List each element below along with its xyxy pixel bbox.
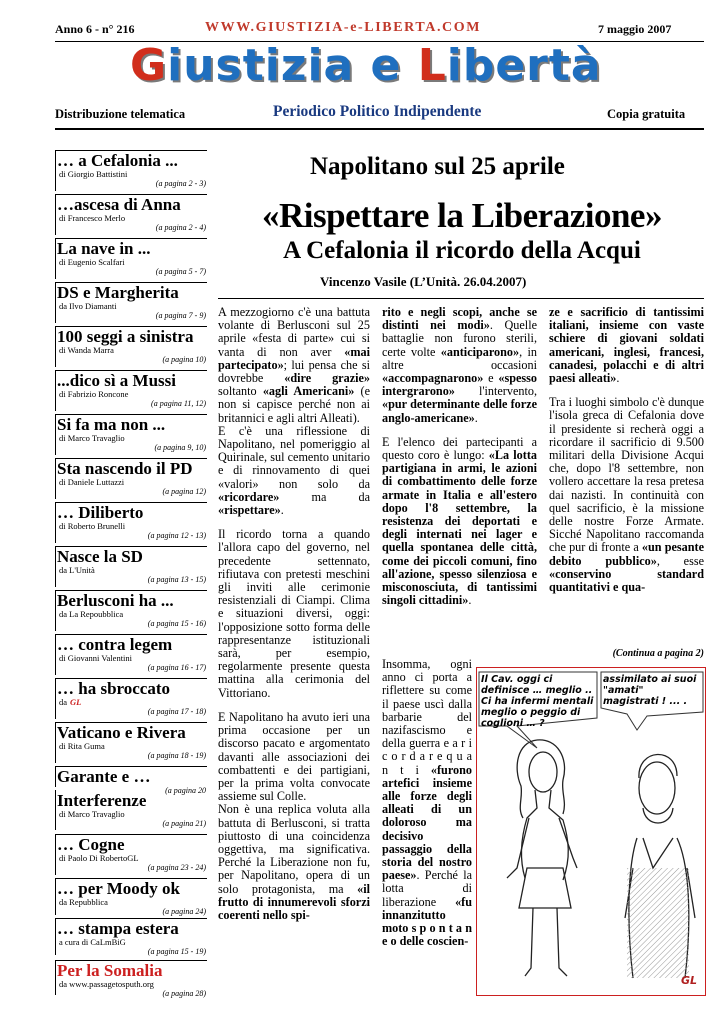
sidebar-item-page: (a pagina 11, 12)	[151, 399, 206, 408]
sidebar-item-title: … stampa estera	[57, 919, 179, 938]
sidebar-item-author	[55, 610, 206, 619]
sidebar-author-text: di Giorgio Battistini	[59, 169, 128, 179]
sidebar-item-title: ...dico sì a Mussi	[57, 371, 177, 390]
sidebar-item-author	[55, 302, 206, 311]
article-kicker: Napolitano sul 25 aprile	[310, 153, 565, 180]
article-subhead: A Cefalonia il ricordo della Acqui	[283, 237, 641, 264]
sidebar-item-page: (a pagina 28)	[162, 989, 206, 998]
sidebar-item-page: (a pagina 17 - 18)	[147, 707, 206, 716]
sidebar-item-title: 100 seggi a sinistra	[57, 327, 194, 346]
sidebar-item-page: (a pagina 12 - 13)	[147, 531, 206, 540]
sidebar-item[interactable]	[55, 592, 206, 628]
distribution-tag: Distribuzione telematica	[55, 107, 186, 121]
sidebar-item[interactable]	[55, 328, 206, 364]
sidebar-item[interactable]	[55, 548, 206, 584]
sidebar-item[interactable]	[55, 416, 206, 452]
cartoon-text-left: Il Cav. oggi ci definisce … meglio .. Ci ha infermi mentali meglio o peggio di coglioni … ?	[481, 674, 594, 729]
issue-date: 7 maggio 2007	[598, 22, 672, 36]
sidebar-item-page: (a pagina 2 - 4)	[155, 223, 206, 232]
sidebar-item[interactable]	[55, 680, 206, 716]
cartoon-text-right: assimilato ai suoi "amati" magistrati ! ... .	[603, 674, 697, 707]
sidebar-author-text: di Wanda Marra	[59, 345, 114, 355]
masthead-part1: iustizia e	[167, 40, 418, 91]
sidebar-item-title: … ha sbroccato	[57, 679, 171, 698]
sidebar-item-title: …ascesa di Anna	[57, 195, 181, 214]
sidebar-item-author	[55, 742, 206, 751]
cartoon-signature: GL	[680, 974, 697, 987]
masthead-title	[130, 40, 602, 91]
sidebar-author-text: di Fabrizio Roncone	[59, 389, 129, 399]
sidebar-item-page: (a pagina 5 - 7)	[155, 267, 206, 276]
sidebar-item-title: Sta nascendo il PD	[57, 459, 193, 478]
sidebar-item-page: (a pagina 2 - 3)	[155, 179, 206, 188]
article-column-1: A mezzogiorno c'è una battuta volante di Berlusconi sul 25 aprile «festa di parte» cui si vanta di non aver «mai partecipato»; lui pensa che si dovrebbe «dire grazie» soltanto «agli Americani» (e non si capisce perché non ai britannici e agli altri Alleati). E c'è una riflessione di Napolitano, nel pomeriggio al Quirinale, sul cemento unitario e di rinnovamento di quei «valori» non solo da «ricordare» ma da «rispettare». Il ricordo torna a quando l'allora capo del governo, nel precedente settennato, rifiutava con pretesti meschini gli inviti alle cerimonie resistenziali di Ciampi. Clima e situazioni diversi, oggi: l'opposizione sotto forma delle rappresentanze istituzionali sarà, per esempio, regolarmente presente questa mattina alla cerimonia del Vittoriano. E Napolitano ha avuto ieri una prima occasione per un discorso pacato e argomentato davanti alle associazioni dei combattenti e dei partigiani, per la prima volta convocate assieme sul Colle. Non è una replica voluta alla battuta di Berlusconi, si tratta piuttosto di una coincidenza oggettiva, ma significativa. Perché la Liberazione non fu, per Napolitano, opera di un solo protagonista, ma «il frutto di innumerevoli sforzi coerenti nello spi-	[218, 305, 371, 922]
cartoon-frame	[476, 667, 706, 996]
article-headline: «Rispettare la Liberazione»	[262, 196, 662, 235]
sidebar-item[interactable]	[55, 460, 206, 496]
sidebar-item-title: Berlusconi ha ...	[57, 591, 174, 610]
sidebar-item[interactable]	[55, 196, 206, 232]
sidebar-item[interactable]	[55, 636, 206, 672]
sidebar-item[interactable]	[55, 372, 206, 408]
sidebar-item[interactable]	[55, 836, 206, 872]
sidebar-item-author	[55, 810, 206, 819]
sidebar-index	[55, 150, 206, 998]
sidebar-item-title: … contra legem	[57, 635, 173, 654]
sidebar-item-author	[55, 346, 206, 355]
sidebar-item-page: (a pagina 12)	[162, 487, 206, 496]
sidebar-item-page: (a pagina 18 - 19)	[147, 751, 206, 760]
sidebar-author-text: di Paolo Di RobertoGL	[59, 853, 139, 863]
masthead-part2: ibertà	[446, 40, 602, 91]
sidebar-author-text: di Francesco Merlo	[59, 213, 126, 223]
sidebar-author-text: di Marco Travaglio	[59, 433, 125, 443]
sidebar-item-title: La nave in ...	[57, 239, 151, 258]
sidebar-item-title: Per la Somalia	[57, 961, 163, 980]
sidebar-author-tag: GL	[70, 697, 82, 707]
sidebar-item-author	[55, 980, 206, 989]
sidebar-item[interactable]	[55, 724, 206, 760]
sidebar-item[interactable]	[55, 152, 206, 188]
sidebar-item-page: (a pagina 15 - 16)	[147, 619, 206, 628]
sidebar-item-author	[55, 698, 206, 707]
sidebar-item-title: … per Moody ok	[57, 879, 180, 898]
sidebar-item-page: (a pagina 20	[165, 786, 206, 795]
continuation-note[interactable]: (Continua a pagina 2)	[612, 648, 704, 659]
sidebar-item-page: (a pagina 23 - 24)	[147, 863, 206, 872]
article-byline: Vincenzo Vasile (L’Unità. 26.04.2007)	[320, 274, 527, 289]
sidebar-item-page: (a pagina 15 - 19)	[147, 947, 206, 956]
sidebar-item-author	[55, 434, 206, 443]
masthead-g: G	[130, 40, 168, 91]
sidebar-item-title: … a Cefalonia ...	[57, 151, 178, 170]
sidebar-item-author	[55, 522, 206, 531]
sidebar-item-page: (a pagina 21)	[162, 819, 206, 828]
sidebar-author-text: da Repubblica	[59, 897, 108, 907]
website-link[interactable]: WWW.GIUSTIZIA-e-LIBERTA.COM	[205, 20, 482, 35]
sidebar-item-author	[55, 898, 206, 907]
sidebar-item[interactable]	[55, 880, 206, 916]
sidebar-item[interactable]	[55, 504, 206, 540]
sidebar-item-title: Garante e …	[57, 767, 151, 786]
sidebar-item-title: … Cogne	[57, 835, 125, 854]
sidebar-item-title: Nasce la SD	[57, 547, 143, 566]
sidebar-author-text: da La Repoubblica	[59, 609, 124, 619]
byline-rule	[218, 298, 704, 299]
sidebar-item-author	[55, 258, 206, 267]
sidebar-item-title: Si fa ma non ...	[57, 415, 166, 434]
sidebar-item-author	[55, 170, 206, 179]
sidebar-author-text: di Marco Travaglio	[59, 809, 125, 819]
sidebar-item-page: (a pagina 13 - 15)	[147, 575, 206, 584]
sidebar-author-text: a cura di CaLmBiG	[59, 937, 126, 947]
article-column-2-narrow: Insomma, ogni anno ci porta a riflettere su come il paese uscì dalla barbarie del nazifascismo e della guerra e a r i c o r d a r e q u a n t i «furono artefici insieme alle forze degli alleati di un doloroso ma decisivo passaggio della storia del nostro paese». Perché la lotta di liberazione «fu innanzitutto moto s p o n t a n e o delle coscien-	[382, 657, 472, 949]
sidebar-item-title: DS e Margherita	[57, 283, 179, 302]
sidebar-author-text: di Daniele Luttazzi	[59, 477, 125, 487]
sidebar-item-author	[55, 654, 206, 663]
free-copy-tag: Copia gratuita	[607, 107, 686, 121]
sidebar-item-page: (a pagina 7 - 9)	[155, 311, 206, 320]
sidebar-item-page: (a pagina 16 - 17)	[147, 663, 206, 672]
sidebar-author-text: di Giovanni Valentini	[59, 653, 133, 663]
masthead-l: L	[417, 40, 447, 91]
sidebar-item-page: (a pagina 9, 10)	[154, 443, 206, 452]
sidebar-author-text: da Ilvo Diamanti	[59, 301, 117, 311]
masthead-subtitle: Periodico Politico Indipendente	[273, 103, 482, 120]
article-column-3: ze e sacrificio di tantissimi italiani, insieme con vaste schiere di giovani soldati americani, inglesi, francesi, canadesi, polacchi e di altri paesi alleati». Tra i luoghi simbolo c'è dunque l'isola greca di Cefalonia dove il presidente si recherà oggi a ricordare il sacrificio di 9.500 militari della Divisione Acqui che, dopo l'8 settembre, non vollero accettare la resa pretesa dai nazisti. In continuità con quel sacrificio, è la missione delle nostre Forze Armate. Sicché Napolitano raccomanda che pur di fronte a «un pesante debito pubblico», esse «conservino standard quantitativi e qua-	[549, 305, 704, 595]
sidebar-author-text: da L'Unità	[59, 565, 95, 575]
sidebar-item-author	[55, 938, 206, 947]
sidebar-item-author	[55, 390, 206, 399]
sidebar-item-author	[55, 478, 206, 487]
sidebar-item-author	[55, 214, 206, 223]
woman-figure	[507, 740, 577, 976]
sidebar-item[interactable]	[55, 240, 206, 276]
article-column-2: rito e negli scopi, anche se distinti nei modi». Quelle battaglie non furono sterili, certe volte «anticiparono», in altre occasioni «accompagnarono» e «spesso intergrarono» l'intervento, «pur determinante delle forze anglo-americane». E l'elenco dei partecipanti a questo coro è lungo: «La lotta partigiana in armi, le azioni di combattimento delle forze armate in Italia e all'estero dopo l'8 settembre, la resistenza dei deportati e degli internati nei lager e quella spontanea delle città, come dei piccoli comuni, fino all'azione, spesso silenziosa e misconosciuta, di tantissimi singoli cittadini».	[382, 305, 538, 608]
sidebar-item-title: Interferenze	[57, 791, 147, 810]
sidebar-author-text: di Eugenio Scalfari	[59, 257, 125, 267]
header-rule-bottom	[55, 128, 704, 130]
sidebar-item[interactable]	[55, 920, 206, 956]
sidebar-item-title: … Diliberto	[57, 503, 144, 522]
sidebar-item[interactable]	[55, 962, 206, 998]
issue-number: Anno 6 - n° 216	[55, 22, 135, 36]
sidebar-item-page: (a pagina 24)	[162, 907, 206, 916]
sidebar-item-title: Vaticano e Rivera	[57, 723, 186, 742]
sidebar-item-author	[55, 566, 206, 575]
sidebar-author-text: di Rita Guma	[59, 741, 105, 751]
sidebar-item-author	[55, 854, 206, 863]
sidebar-author-text: di Roberto Brunelli	[59, 521, 126, 531]
sidebar-author-text: da www.passagetosputh.org	[59, 979, 154, 989]
sidebar-item[interactable]	[55, 284, 206, 320]
sidebar-item[interactable]	[55, 792, 206, 828]
sidebar-item-page: (a pagina 10)	[162, 355, 206, 364]
sidebar-author-text: da	[59, 697, 68, 707]
